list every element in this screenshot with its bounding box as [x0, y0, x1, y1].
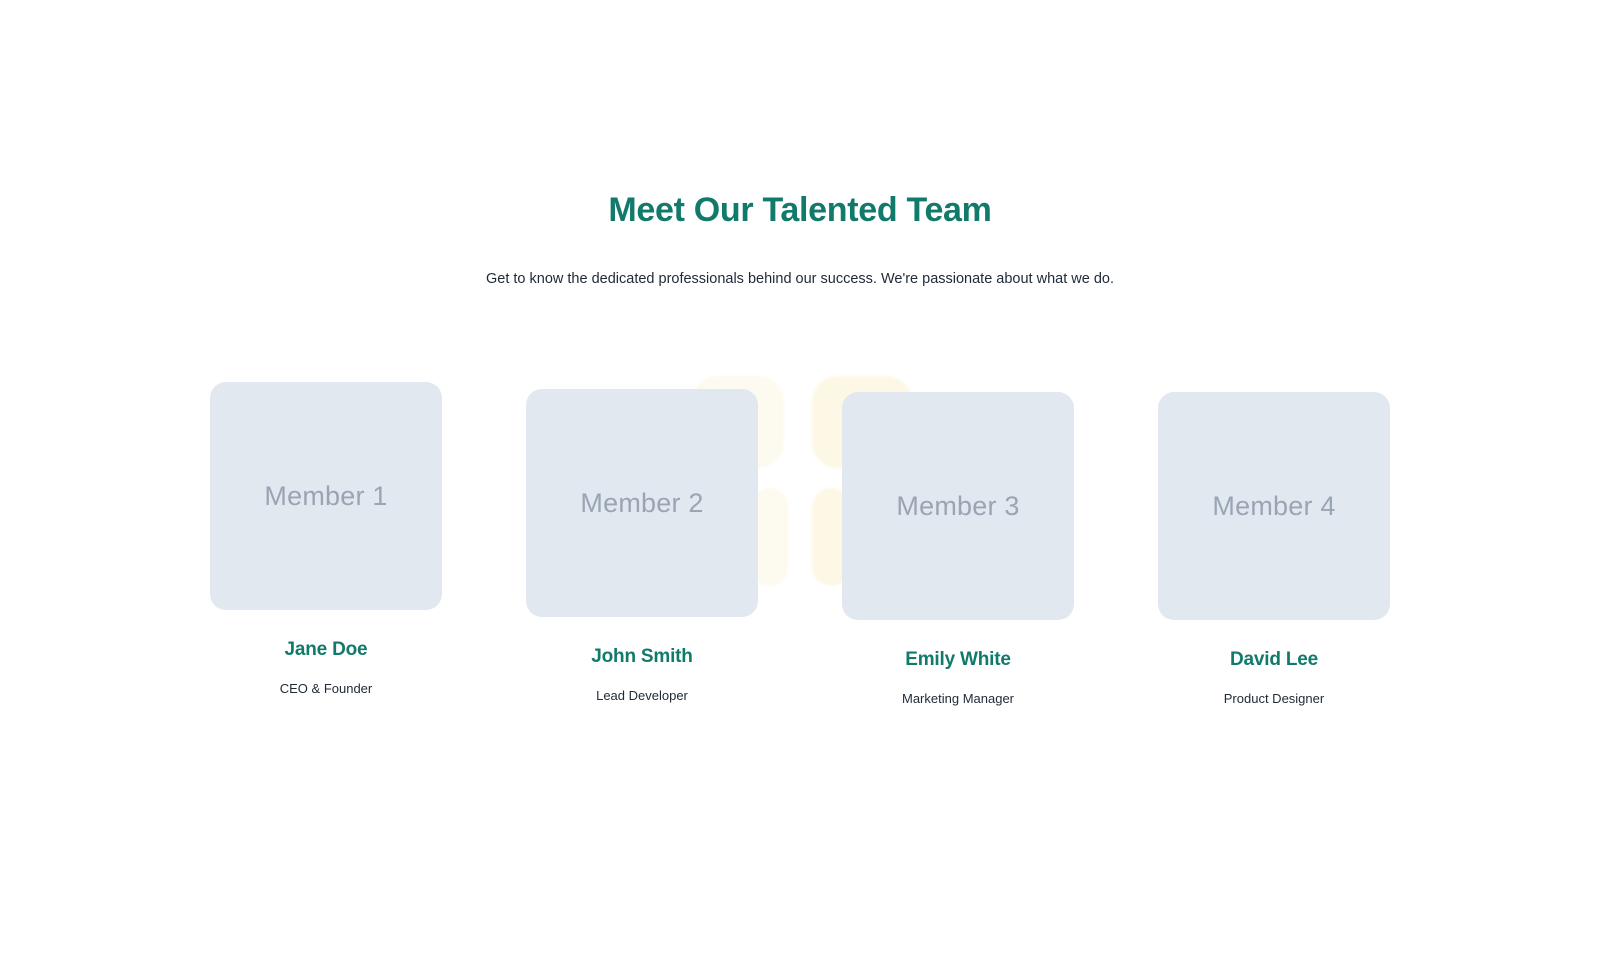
- member-role: CEO & Founder: [279, 681, 373, 697]
- member-photo-placeholder: Member 2: [526, 389, 758, 617]
- team-member-card[interactable]: [1158, 392, 1390, 706]
- team-member-card[interactable]: [526, 389, 758, 703]
- member-name: John Smith: [591, 646, 693, 668]
- member-name: David Lee: [1230, 649, 1318, 671]
- page-title: Meet Our Talented Team: [608, 191, 992, 229]
- team-members-row: [210, 289, 1390, 706]
- member-role: Lead Developer: [596, 688, 688, 704]
- member-photo-placeholder: Member 4: [1158, 392, 1390, 620]
- section-subtitle: Get to know the dedicated professionals behind our success. We're passionate about what we do.: [486, 270, 1114, 287]
- member-name: Jane Doe: [284, 639, 368, 661]
- team-member-card[interactable]: [210, 382, 442, 696]
- member-photo-placeholder: Member 3: [842, 392, 1074, 620]
- member-role: Product Designer: [1223, 691, 1325, 707]
- member-photo-placeholder: Member 1: [210, 382, 442, 610]
- member-role: Marketing Manager: [902, 691, 1014, 707]
- team-member-card[interactable]: [842, 392, 1074, 706]
- member-name: Emily White: [905, 649, 1011, 671]
